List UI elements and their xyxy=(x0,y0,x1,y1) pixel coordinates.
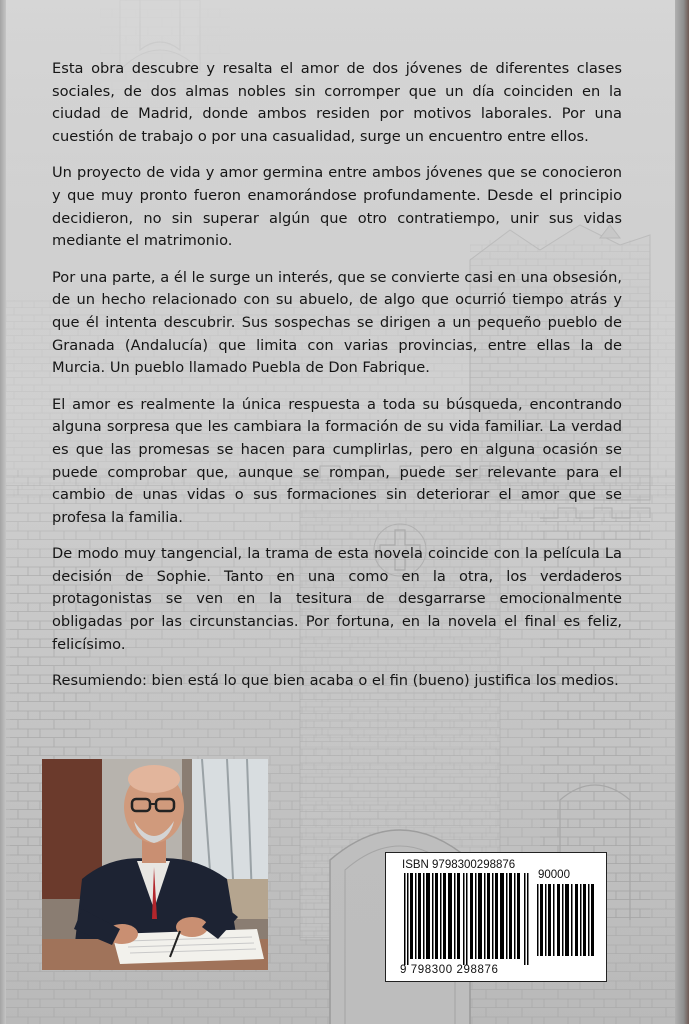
synopsis-paragraph-4: El amor es realmente la única respuesta a toda su búsqueda, encontrando alguna sorpresa que les cambiara la formación de su vida familiar. La verdad es que las promesas se hacen para cumplirlas, pero en alguna ocasión se puede comprobar que, aunque se rompan, puede ser relevante para el cambio de unas vidas o sus formaciones sin deteriorar el amor que se profesa la familia. xyxy=(52,395,622,526)
author-photo-illustration xyxy=(42,759,268,970)
spine-left-edge xyxy=(0,0,6,1024)
ean-barcode xyxy=(404,873,530,965)
isbn-label: ISBN 9798300298876 xyxy=(402,859,516,871)
synopsis-text xyxy=(52,58,622,707)
synopsis-paragraph-2: Un proyecto de vida y amor germina entre ambos jóvenes que se conocieron y que muy pronto fueron enamorándose profundamente. Desde el principio decidieron, no sin superar algún que otro contratiempo, unir sus vidas mediante el matrimonio. xyxy=(52,164,622,250)
synopsis-paragraph-3: Por una parte, a él le surge un interés, que se convierte casi en una obsesión, de un hecho relacionado con su abuelo, de algo que ocurrió tiempo atrás y que él intenta descubrir. Sus sospechas se dirigen a un pequeño pueblo de Granada (Andalucía) que limita con varias provincias, entre ellas la de Murcia. Un pueblo llamado Puebla de Don Fabrique. xyxy=(52,268,622,377)
synopsis-paragraph-6: Resumiendo: bien está lo que bien acaba o el fin (bueno) justifica los medios. xyxy=(52,672,619,690)
synopsis-paragraph-1: Esta obra descubre y resalta el amor de dos jóvenes de diferentes clases sociales, de dos almas nobles sin corromper que un día coinciden en la ciudad de Madrid, donde ambos residen por motivos laborales. Por una cuestión de trabajo o por una casualidad, surge un encuentro entre ellos. xyxy=(52,60,622,145)
author-photo xyxy=(42,759,268,970)
isbn-digits: 9 798300 298876 xyxy=(400,964,499,976)
isbn-barcode-block xyxy=(385,852,607,982)
price-addon-barcode xyxy=(537,884,595,956)
synopsis-paragraph-5: De modo muy tangencial, la trama de esta novela coincide con la película La decisión de Sophie. Tanto en una como en la otra, los verdaderos protagonistas se ven en la tesitura de desgarrarse emocionalmente obligadas por las circunstancias. Por fortuna, en la novela el final es feliz, felicísimo. xyxy=(52,545,622,653)
price-code-label: 90000 xyxy=(538,869,570,881)
cover-right-edge xyxy=(675,0,689,1024)
